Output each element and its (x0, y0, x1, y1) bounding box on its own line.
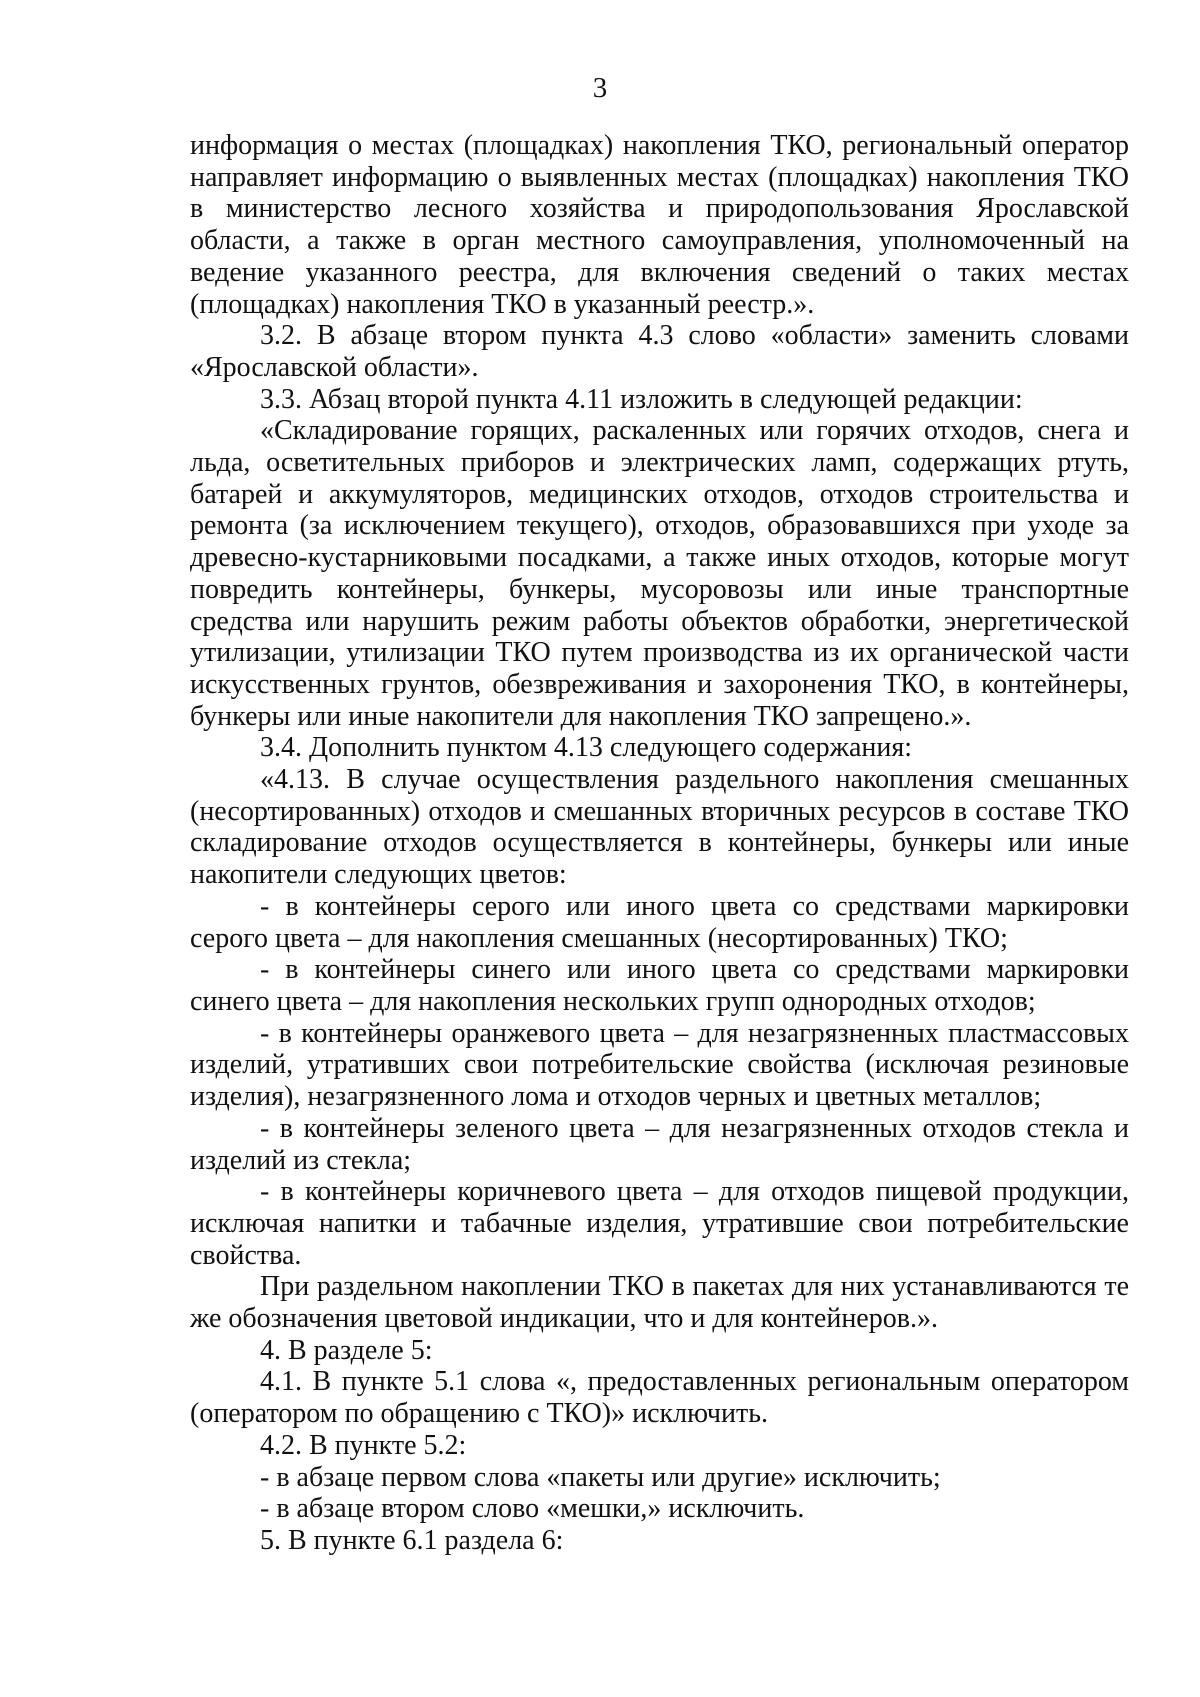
document-body (190, 130, 1129, 1557)
paragraph: «4.13. В случае осуществления раздельного накопления смешанных (несортированных) отходов и смешанных вторичных ресурсов в составе ТКО складирование отходов осуществляется в контейнеры, бункеры или иные накопители следующих цветов: (190, 764, 1129, 891)
list-item: - в контейнеры серого или иного цвета со средствами маркировки серого цвета – для накопления смешанных (несортированных) ТКО; (190, 890, 1129, 954)
paragraph: 4.2. В пункте 5.2: (260, 1429, 467, 1461)
section-heading: 5. В пункте 6.1 раздела 6: (260, 1524, 564, 1556)
paragraph: «Складирование горящих, раскаленных или горячих отходов, снега и льда, осветительных приборов и электрических ламп, содержащих ртуть, батарей и аккумуляторов, медицинских отходов, отходов строительства и ремонта (за исключением текущего), отходов, образовавшихся при уходе за древесно-кустарниковыми посадками, а также иных отходов, которые могут повредить контейнеры, бункеры, мусоровозы или иные транспортные средства или нарушить режим работы объектов обработки, энергетической утилизации, утилизации ТКО путем производства из их органической части искусственных грунтов, обезвреживания и захоронения ТКО, в контейнеры, бункеры или иные накопители для накопления ТКО запрещено.». (190, 415, 1129, 732)
list-item: - в контейнеры синего или иного цвета со средствами маркировки синего цвета – для накопления нескольких групп однородных отходов; (190, 954, 1129, 1017)
paragraph: При раздельном накоплении ТКО в пакетах для них устанавливаются те же обозначения цветовой индикации, что и для контейнеров.». (190, 1271, 1129, 1335)
paragraph: 3.2. В абзаце втором пункта 4.3 слово «области» заменить словами «Ярославской области». (190, 320, 1129, 383)
list-item: - в контейнеры коричневого цвета – для отходов пищевой продукции, исключая напитки и табачные изделия, утратившие свои потребительские свойства. (190, 1176, 1129, 1271)
section-heading: 4. В разделе 5: (260, 1334, 433, 1366)
list-item: - в абзаце втором слово «мешки,» исключить. (260, 1493, 805, 1525)
list-item: - в абзаце первом слова «пакеты или другие» исключить; (260, 1461, 941, 1493)
list-item: - в контейнеры оранжевого цвета – для незагрязненных пластмассовых изделий, утративших свои потребительские свойства (исключая резиновые изделия), незагрязненного лома и отходов черных и цветных металлов; (190, 1017, 1129, 1113)
paragraph: информация о местах (площадках) накопления ТКО, региональный оператор направляет информацию о выявленных местах (площадках) накопления ТКО в министерство лесного хозяйства и природопользования Ярославской области, а также в орган местного самоуправления, уполномоченный на ведение указанного реестра, для включения сведений о таких местах (площадках) накопления ТКО в указанный реестр.». (190, 130, 1129, 320)
paragraph: 4.1. В пункте 5.1 слова «, предоставленных региональным оператором (оператором по обращению с ТКО)» исключить. (190, 1366, 1129, 1430)
list-item: - в контейнеры зеленого цвета – для незагрязненных отходов стекла и изделий из стекла; (190, 1112, 1129, 1176)
page-number: 3 (592, 72, 608, 104)
paragraph: 3.4. Дополнить пунктом 4.13 следующего содержания: (260, 732, 913, 764)
paragraph: 3.3. Абзац второй пункта 4.11 изложить в следующей редакции: (260, 383, 1023, 415)
